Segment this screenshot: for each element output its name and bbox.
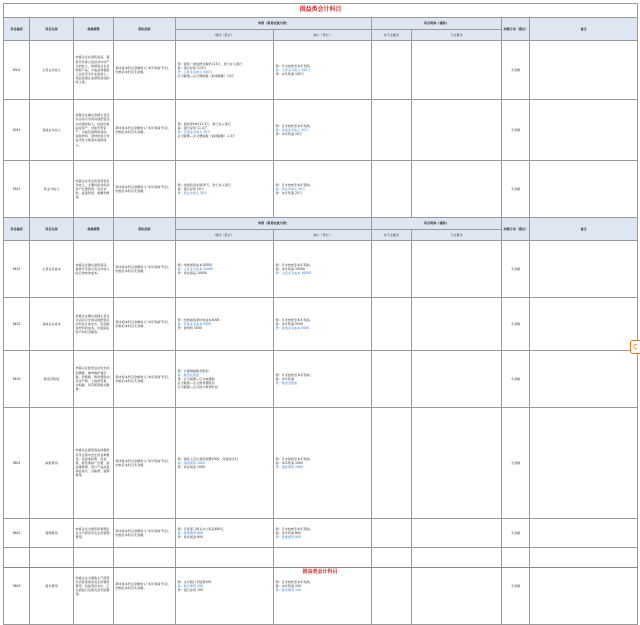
table-row — [4, 519, 638, 548]
header-name: 科目名称 — [30, 218, 74, 241]
cell-non-special — [372, 408, 412, 519]
cell-decrease: 例：月末结转至本年利润。 借：本年利润 5000 贷：其他业务成本 5000 — [274, 298, 372, 351]
cell-period-end: 期末将本科目余额转入"本年利润"科目，结转后本科目无余额。 — [114, 351, 176, 408]
header-period-end: 期末结转 — [114, 218, 176, 241]
cell-non-special — [372, 298, 412, 351]
cell-non-special — [372, 241, 412, 298]
sheet-title: 损益类会计科目 — [4, 4, 638, 18]
cell-meaning: 核算企业发生的各项营业外收入，主要包括非流动资产处置利得、政府补助、盘盈利得、捐赠利得等。 — [74, 161, 114, 218]
cell-balance: 无余额 — [502, 519, 530, 548]
cell-balance: 无余额 — [502, 351, 530, 408]
cell-balance: 无余额 — [502, 161, 530, 218]
cell-name: 销售费用 — [30, 408, 74, 519]
accounts-table — [3, 3, 638, 625]
cell-special — [412, 298, 502, 351]
cell-name: 税金及附加 — [30, 351, 74, 408]
cell-non-special — [372, 548, 412, 625]
cell-code: 5601 — [4, 408, 30, 519]
cell-special — [412, 519, 502, 548]
cell-notes — [530, 241, 638, 298]
table-row — [4, 548, 638, 625]
cell-special — [412, 41, 502, 100]
header-example: 举例（都是收款为例） — [176, 18, 372, 30]
spreadsheet — [3, 3, 637, 625]
header-code: 科目编码 — [4, 218, 30, 241]
cell-notes — [530, 548, 638, 625]
cell-non-special — [372, 161, 412, 218]
cell-code: 5602 — [4, 519, 30, 548]
cell-notes — [530, 519, 638, 548]
cell-name: 管理费用 — [30, 519, 74, 548]
cell-decrease: 例：月末结转至本年利润。 借：本年利润 600 贷：管理费用 600 — [274, 519, 372, 548]
cell-meaning: 核算企业在销售商品、提供劳务等日常活动中所产生的收入，如制造业企业销售产品、半成品和提供工业性劳务作业的收入；商品流通企业销售商品的收入等。 — [74, 41, 114, 100]
cell-increase: 例：结转销售成本10000 借：主营业务成本 10000 贷：库存商品 10000 — [176, 241, 274, 298]
cell-name: 主营业务成本 — [30, 241, 74, 298]
cell-increase: 例：销售一批货物含税价113万，款已存入银行 借：银行存款 113万 贷：主营业务收入 100万 应交税费—应交增值税（销项税额）13万 — [176, 41, 274, 100]
cell-decrease: 例：月末结转至本年利润。 借：本年利润 10000 贷：主营业务成本 10000 — [274, 241, 372, 298]
cell-increase: 例：销售人员出差报销费1000，用现金支付 借：销售费用 1000 贷：库存现金 1000 — [176, 408, 274, 519]
header-special: 专业要求 — [412, 230, 502, 241]
cell-name: 其他业务收入 — [30, 100, 74, 161]
table-row — [4, 408, 638, 519]
header-increase: 增加（借方） — [176, 30, 274, 41]
cell-name: 主营业务收入 — [30, 41, 74, 100]
table-row — [4, 161, 638, 218]
header-meaning: 核算解释 — [74, 218, 114, 241]
cell-code: 5401 — [4, 241, 30, 298]
cell-period-end: 期末将本科目余额转入"本年利润"科目，结转后本科目无余额。 — [114, 519, 176, 548]
cell-code: 5402 — [4, 298, 30, 351]
header-decrease: 减少（贷方） — [274, 30, 372, 41]
cell-decrease: 例：月末结转至本年利润。 借：本年利润 100 贷：财务费用 100 — [274, 548, 372, 625]
table-row — [4, 241, 638, 298]
cell-balance: 无余额 — [502, 241, 530, 298]
header-balance: 余额方向（期末） — [502, 18, 530, 41]
header-notes: 备注 — [530, 218, 638, 241]
header-code: 科目编码 — [4, 18, 30, 41]
cell-special — [412, 100, 502, 161]
cell-special — [412, 548, 502, 625]
header-meaning: 核算解释 — [74, 18, 114, 41]
cell-code: 5051 — [4, 100, 30, 161]
cell-notes — [530, 351, 638, 408]
cell-increase: 例：行政部门购买办公用品600元 借：管理费用 600 贷：库存现金 600 — [176, 519, 274, 548]
cell-period-end: 期末将本科目余额转入"本年利润"科目，结转后本科目无余额。 — [114, 548, 176, 625]
header-detail: 科目明细（辅助） — [372, 18, 502, 30]
cell-meaning: 核算企业为组织和管理企业生产经营所发生的管理费用。 — [74, 519, 114, 548]
cell-balance: 无余额 — [502, 408, 530, 519]
cell-code: 5603 — [4, 548, 30, 625]
cell-decrease: 例：月末结转至本年利润。 借：本年利润 1000 贷：销售费用 1000 — [274, 408, 372, 519]
cell-code: 5001 — [4, 41, 30, 100]
cell-period-end: 期末将本科目余额转入"本年利润"科目，结转后本科目无余额。 — [114, 298, 176, 351]
cell-decrease: 例：月末结转至本年利润。 借：其他业务收入 10万 贷：本年利润 10万 — [274, 100, 372, 161]
cell-increase: 例：支付银行手续费100 借：财务费用 100 贷：银行存款 100 — [176, 548, 274, 625]
cell-balance: 无余额 — [502, 298, 530, 351]
header-non-special: 非专业要求 — [372, 230, 412, 241]
cell-period-end: 期末将本科目余额转入"本年利润"科目，结转后本科目无余额。 — [114, 161, 176, 218]
cell-balance: 无余额 — [502, 548, 530, 625]
header-example: 举例（都是收款为例） — [176, 218, 372, 230]
cell-name: 营业外收入 — [30, 161, 74, 218]
side-feedback-tab[interactable]: C — [630, 340, 640, 354]
header-notes: 备注 — [530, 18, 638, 41]
header-increase: 增加（借方） — [176, 230, 274, 241]
cell-meaning: 核算企业为筹集生产经营所需资金等而发生的筹资费用，包括利息支出、汇兑损益以及相关的手续费等。 — [74, 548, 114, 625]
cell-meaning: 核算企业确认的除主营业务活动以外的其他经营活动实现的收入，包括出租固定资产、出租无形资产、出租包装物和商品、销售材料、用材料进行非货币性交换等实现的收入。 — [74, 100, 114, 161]
header-balance: 余额方向（期末） — [502, 218, 530, 241]
cell-special — [412, 161, 502, 218]
cell-balance: 无余额 — [502, 100, 530, 161]
cell-decrease: 例：月末结转至本年利润。 借：营业外收入 20万 贷：本年利润 20万 — [274, 161, 372, 218]
cell-special — [412, 241, 502, 298]
cell-special — [412, 408, 502, 519]
cell-notes — [530, 100, 638, 161]
cell-name: 其他业务成本 — [30, 298, 74, 351]
header-name: 科目名称 — [30, 18, 74, 41]
cell-decrease: 例：月末结转至本年利润。 借：本年利润 贷：税金及附加 — [274, 351, 372, 408]
cell-increase: 例：结转销售原材料成本5000 借：其他业务成本 5000 贷：原材料 5000 — [176, 298, 274, 351]
cell-code: 5403 — [4, 351, 30, 408]
cell-notes — [530, 41, 638, 100]
cell-name: 财务费用 — [30, 548, 74, 625]
table-row — [4, 298, 638, 351]
cell-meaning: 核算企业经营活动发生的消费税、城市维护建设税、资源税、教育费附加及房产税、土地使用税、车船税、印花税等相关税费。 — [74, 351, 114, 408]
cell-increase: 例：计提城建税及附加 借：税金及附加 贷：应交税费—应交城建税 应交税费—应交教育费附加 应交税费—应交地方教育附加 — [176, 351, 274, 408]
table-row — [4, 100, 638, 161]
cell-special — [412, 351, 502, 408]
cell-balance: 无余额 — [502, 41, 530, 100]
cell-period-end: 期末将本科目余额转入"本年利润"科目，结转后本科目无余额。 — [114, 408, 176, 519]
header-decrease: 减少（贷方） — [274, 230, 372, 241]
table-row — [4, 351, 638, 408]
header-period-end: 期末结转 — [114, 18, 176, 41]
cell-increase: 例：收到政府补助20万，款已存入银行 借：银行存款 20万 贷：营业外收入 20万 — [176, 161, 274, 218]
cell-notes — [530, 408, 638, 519]
cell-period-end: 期末将本科目余额转入"本年利润"科目，结转后本科目无余额。 — [114, 100, 176, 161]
cell-meaning: 核算企业确认销售商品、提供劳务等主营业务收入时应结转的成本。 — [74, 241, 114, 298]
header-detail: 科目明细（辅助） — [372, 218, 502, 230]
cell-code: 5301 — [4, 161, 30, 218]
header-non-special: 非专业要求 — [372, 30, 412, 41]
cell-non-special — [372, 351, 412, 408]
cell-non-special — [372, 100, 412, 161]
cell-period-end: 期末将本科目余额转入"本年利润"科目，结转后本科目无余额。 — [114, 41, 176, 100]
next-sheet-title: 损益类会计科目 — [3, 567, 637, 579]
cell-increase: 例：销售原材料11.3万，款已存入银行 借：银行存款 11.3万 贷：其他业务收入 10万 应交税费—应交增值税（销项税额）1.3万 — [176, 100, 274, 161]
cell-notes — [530, 298, 638, 351]
cell-meaning: 核算企业确认的除主营业务活动以外的其他经营活动所发生的支出，包括销售材料的成本、出租固定资产的折旧额等。 — [74, 298, 114, 351]
cell-non-special — [372, 41, 412, 100]
cell-decrease: 例：月末结转至本年利润。 借：主营业务收入 100万 贷：本年利润 100万 — [274, 41, 372, 100]
header-special: 专业要求 — [412, 30, 502, 41]
table-row — [4, 41, 638, 100]
cell-notes — [530, 161, 638, 218]
cell-meaning: 核算企业销售商品或提供劳务过程中发生的各种费用，包括保险费、包装费、展览费和广告费、商品维修费、预计产品质量保证损失、运输费、装卸费等。 — [74, 408, 114, 519]
cell-non-special — [372, 519, 412, 548]
cell-period-end: 期末将本科目余额转入"本年利润"科目，结转后本科目无余额。 — [114, 241, 176, 298]
